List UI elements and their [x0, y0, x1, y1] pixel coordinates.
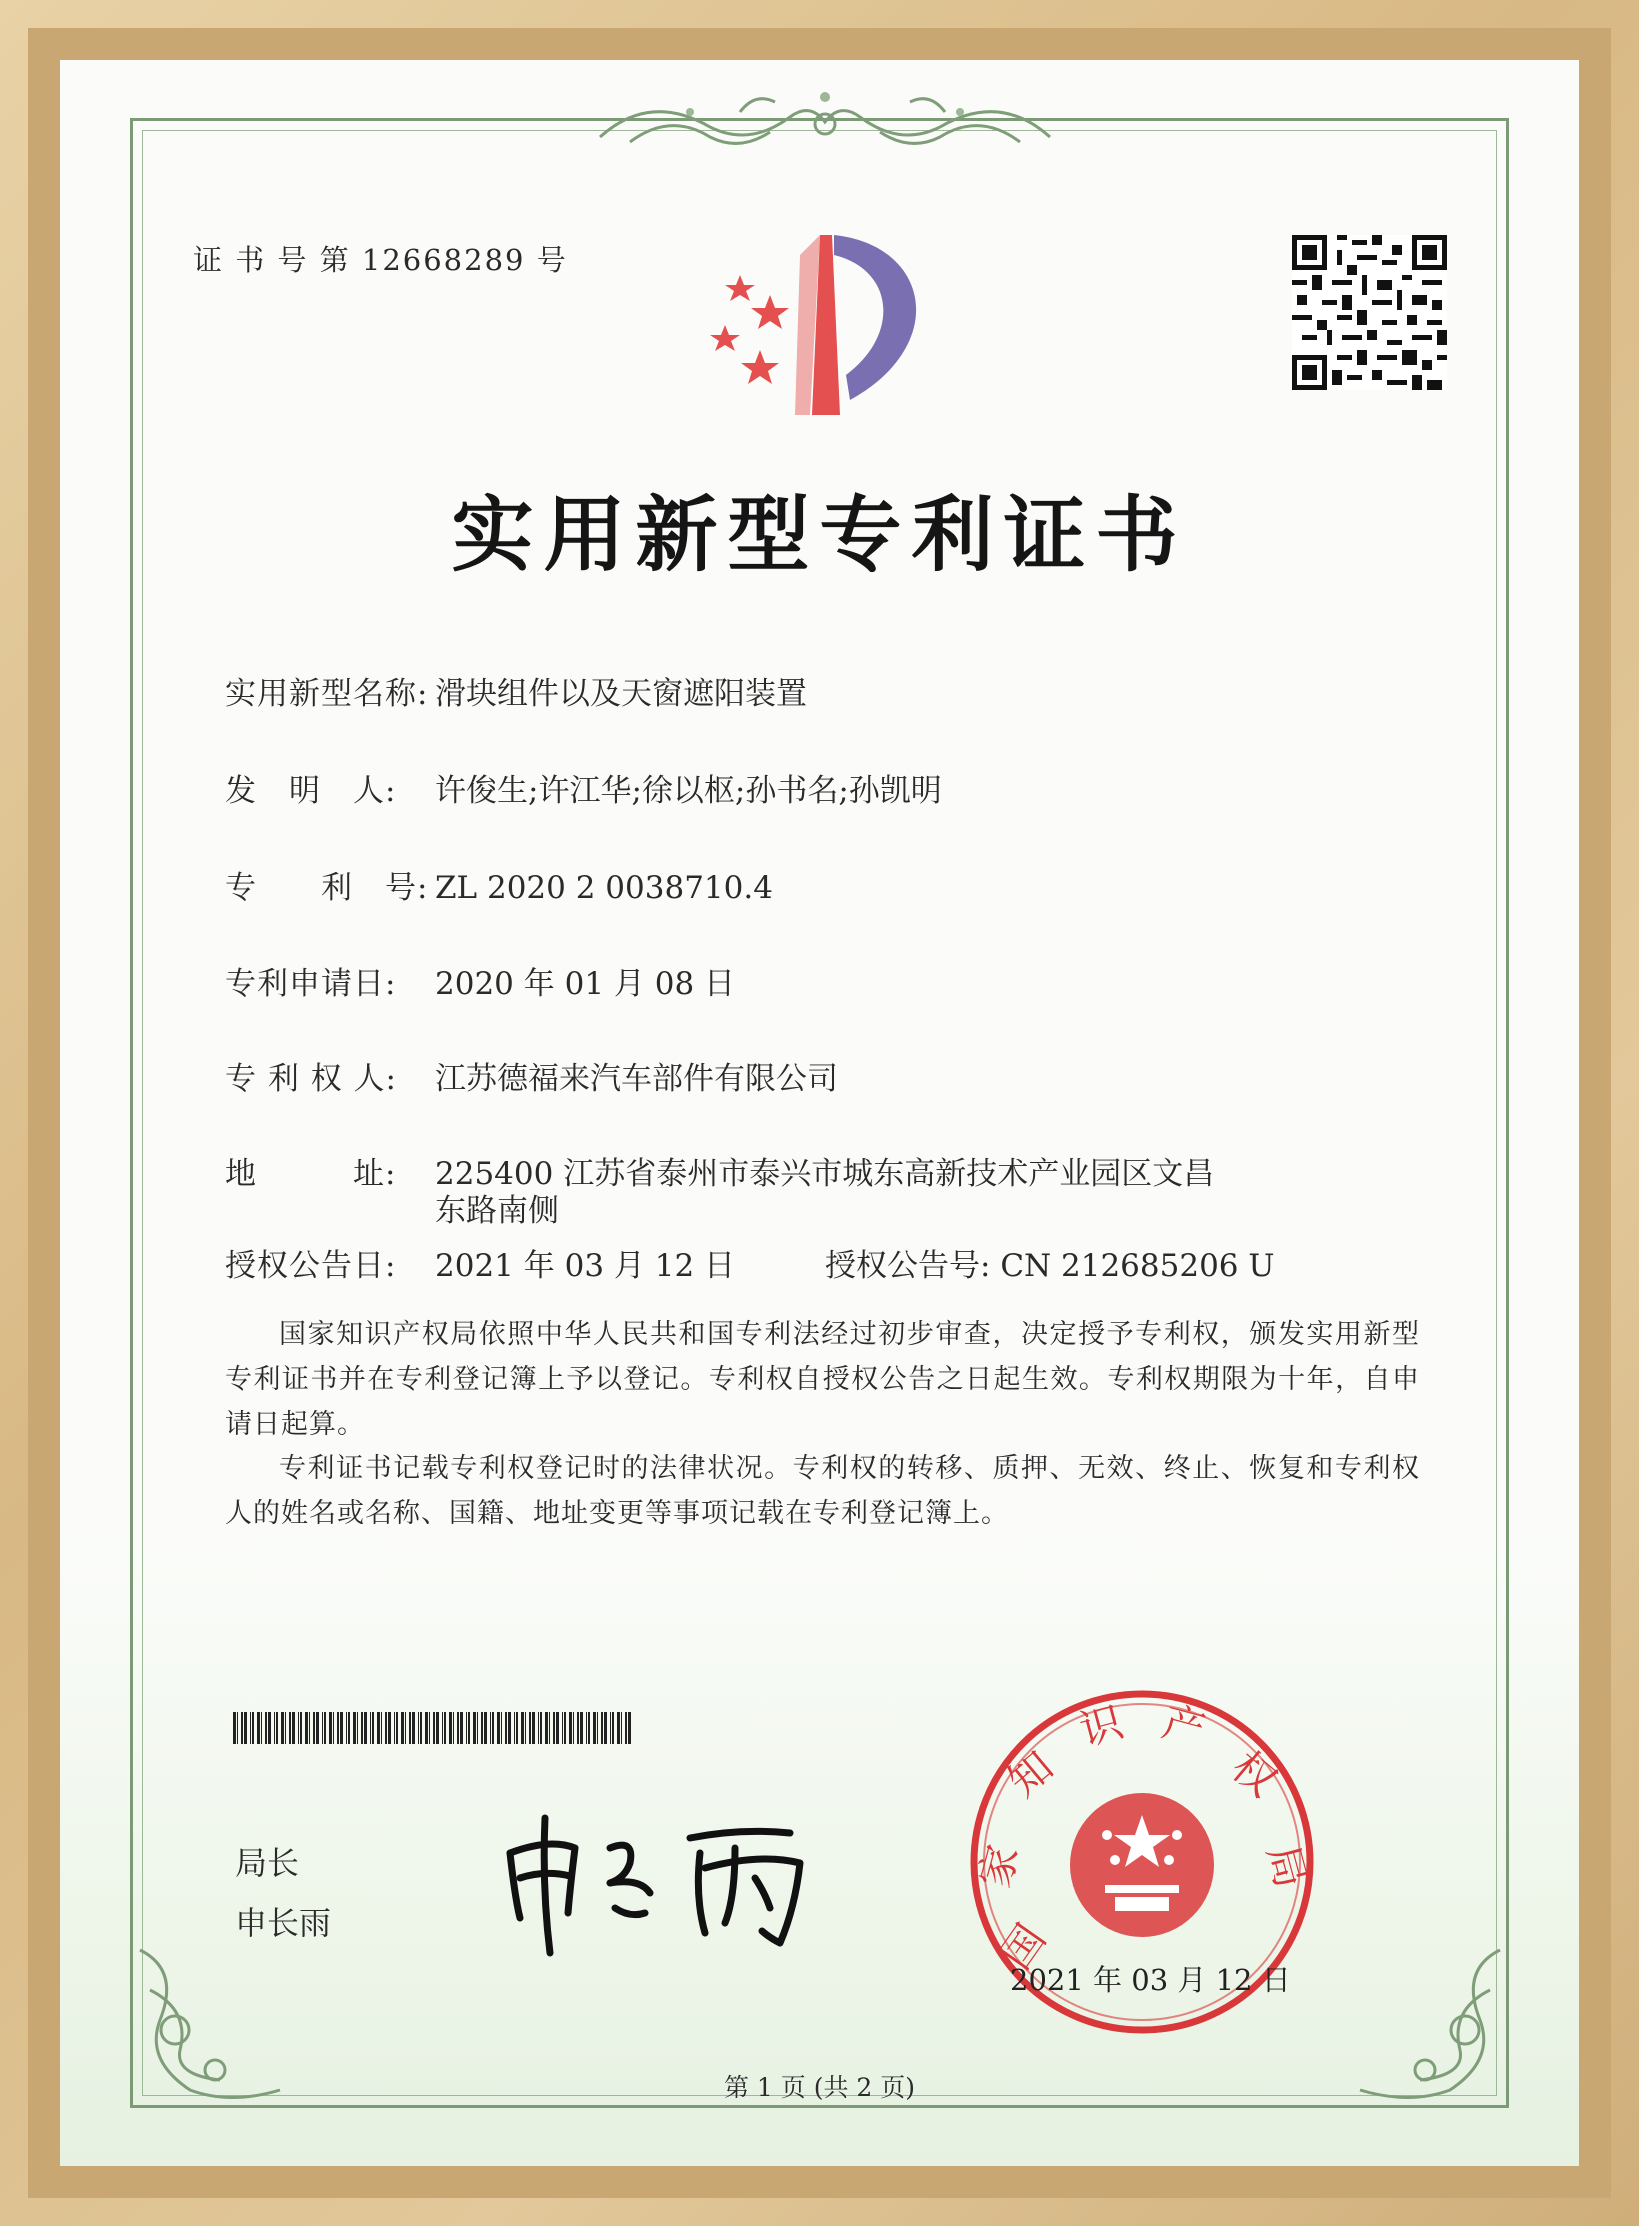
field-label: 发 明 人:: [225, 773, 397, 809]
svg-text:识: 识: [1074, 1696, 1128, 1756]
seal-date: 2021 年 03 月 12 日: [1010, 1963, 1291, 1997]
field-grant-number: [825, 1240, 1275, 1285]
field-value: 滑块组件以及天窗遮阳装置: [435, 676, 807, 712]
field-application-date: [225, 958, 735, 1003]
svg-text:国: 国: [991, 1915, 1056, 1978]
field-label: 实用新型名称:: [225, 676, 429, 712]
top-ornament-icon: [590, 82, 1060, 162]
svg-text:家: 家: [969, 1839, 1029, 1893]
qr-code-icon: [1292, 235, 1447, 390]
field-value: 江苏德福来汽车部件有限公司: [435, 1061, 838, 1097]
field-patentee: [225, 1053, 838, 1098]
field-label: 专 利 号:: [225, 870, 429, 906]
field-value: 2021 年 03 月 12 日: [435, 1248, 736, 1284]
field-grant-date: [225, 1240, 735, 1285]
svg-text:权: 权: [1222, 1741, 1287, 1807]
signature-icon: [490, 1808, 830, 1958]
address-line-2: 东路南侧: [435, 1193, 559, 1229]
field-value: ZL 2020 2 0038710.4: [435, 870, 773, 906]
field-label: 地 址:: [225, 1156, 397, 1192]
page-number: 第 1 页 (共 2 页): [723, 2073, 916, 2102]
field-value: 许俊生;许江华;徐以枢;孙书名;孙凯明: [435, 773, 942, 809]
cnipa-logo-icon: [700, 225, 950, 425]
field-value: 225400 江苏省泰州市泰兴市城东高新技术产业园区文昌: [435, 1156, 1215, 1192]
field-address: [225, 1148, 1214, 1193]
field-inventor: [225, 765, 942, 810]
certificate-number: 证 书 号 第 12668289 号: [193, 243, 568, 277]
director-name: 申长雨: [235, 1904, 332, 1942]
field-patent-number: [225, 862, 773, 907]
barcode-icon: [233, 1712, 633, 1744]
director-title: 局长: [235, 1844, 300, 1882]
svg-text:产: 产: [1157, 1696, 1211, 1756]
legal-paragraph-2: 专利证书记载专利权登记时的法律状况。专利权的转移、质押、无效、终止、恢复和专利权人的姓名或名称、国籍、地址变更等事项记载在专利登记簿上。: [225, 1453, 1420, 1529]
certificate-title: 实用新型专利证书: [451, 487, 1188, 583]
field-label: 专利申请日:: [225, 966, 397, 1002]
svg-text:知: 知: [998, 1741, 1063, 1807]
field-utility-model-name: [225, 668, 807, 713]
legal-paragraph-1: 国家知识产权局依照中华人民共和国专利法经过初步审查，决定授予专利权，颁发实用新型专利证书并在专利登记簿上予以登记。专利权自授权公告之日起生效。专利权期限为十年，自申请日起算。: [225, 1319, 1420, 1440]
field-label: 专 利 权 人:: [225, 1061, 398, 1097]
field-label: 授权公告号:: [825, 1248, 991, 1284]
field-label: 授权公告日:: [225, 1248, 397, 1284]
field-value: 2020 年 01 月 08 日: [435, 966, 736, 1002]
field-value: CN 212685206 U: [1000, 1248, 1275, 1284]
svg-text:局: 局: [1257, 1839, 1317, 1893]
